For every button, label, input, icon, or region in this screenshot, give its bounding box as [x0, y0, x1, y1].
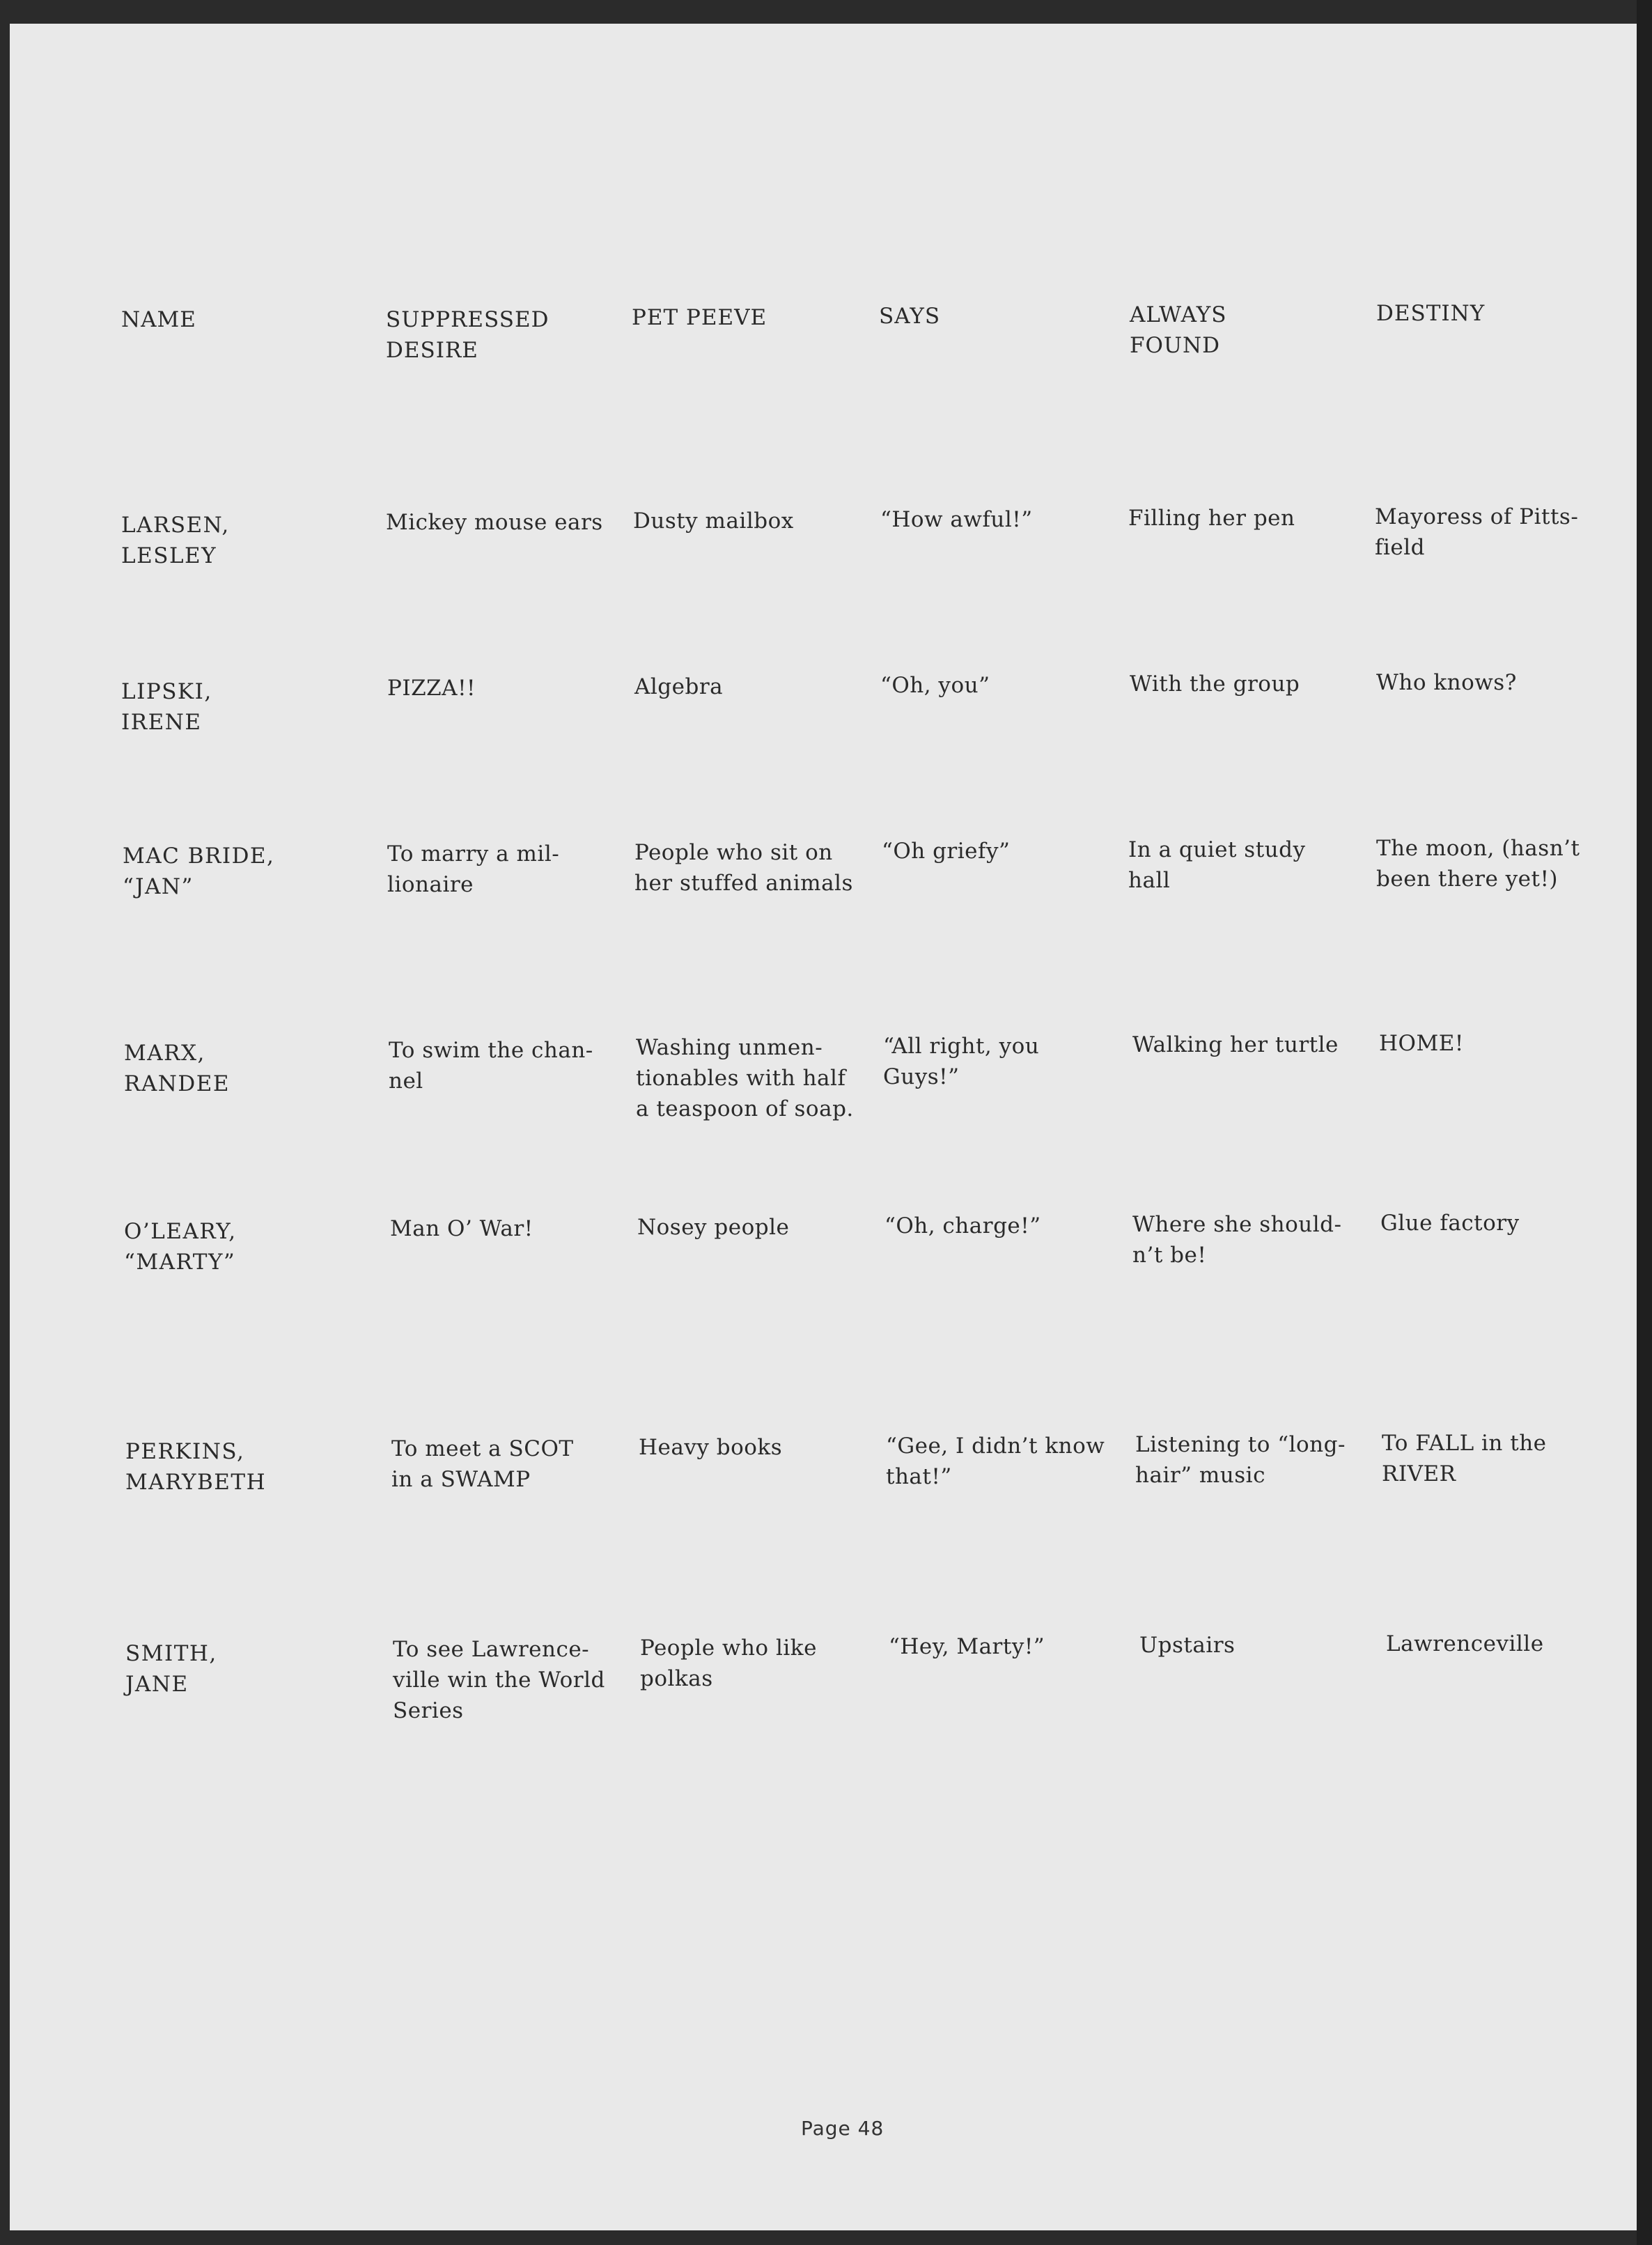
peeve-cell: Nosey people — [637, 1215, 790, 1240]
found-cell: With the group — [1130, 671, 1300, 697]
name-cell: PERKINS, MARYBETH — [125, 1439, 267, 1495]
desire-cell: Man O’ War! — [390, 1216, 533, 1241]
destiny-cell: Who knows? — [1376, 670, 1517, 695]
header-always-found: ALWAYS FOUND — [1130, 302, 1227, 358]
found-cell: Upstairs — [1139, 1633, 1236, 1658]
destiny-cell: The moon, (hasn’t been there yet!) — [1376, 836, 1580, 892]
header-pet-peeve: PET PEEVE — [632, 305, 767, 330]
desire-cell: To meet a SCOT in a SWAMP — [391, 1436, 574, 1492]
found-cell: Filling her pen — [1128, 506, 1295, 531]
superlatives-table — [10, 24, 1638, 2230]
desire-cell: Mickey mouse ears — [386, 510, 603, 535]
header-says: SAYS — [879, 304, 941, 329]
desire-cell: PIZZA!! — [387, 676, 476, 701]
yearbook-page — [10, 24, 1638, 2230]
says-cell: “Oh griefy” — [882, 839, 1011, 864]
name-cell: MAC BRIDE, “JAN” — [123, 844, 275, 899]
destiny-cell: Mayoress of Pitts- field — [1375, 504, 1579, 560]
destiny-cell: To FALL in the RIVER — [1382, 1431, 1547, 1486]
says-cell: “Hey, Marty!” — [889, 1634, 1045, 1659]
page-number: Page 48 — [801, 2117, 885, 2140]
header-destiny: DESTINY — [1376, 301, 1486, 326]
says-cell: “Oh, you” — [880, 673, 990, 698]
header-suppressed-desire: SUPPRESSED DESIRE — [386, 307, 550, 363]
says-cell: “Oh, charge!” — [885, 1213, 1041, 1238]
destiny-cell: Lawrenceville — [1386, 1631, 1544, 1656]
name-cell: O’LEARY, “MARTY” — [124, 1219, 237, 1275]
says-cell: “All right, you Guys!” — [883, 1034, 1040, 1089]
header-name: NAME — [121, 307, 196, 332]
desire-cell: To see Lawrence- ville win the World Series — [393, 1637, 605, 1723]
destiny-cell: Glue factory — [1380, 1211, 1520, 1236]
peeve-cell: Dusty mailbox — [633, 508, 794, 534]
name-cell: MARX, RANDEE — [124, 1041, 230, 1096]
says-cell: “Gee, I didn’t know that!” — [886, 1434, 1105, 1489]
found-cell: Where she should- n’t be! — [1132, 1212, 1342, 1268]
name-cell: SMITH, JANE — [125, 1641, 217, 1697]
found-cell: Walking her turtle — [1132, 1032, 1339, 1057]
peeve-cell: Heavy books — [639, 1435, 783, 1460]
desire-cell: To swim the chan- nel — [389, 1038, 593, 1094]
found-cell: Listening to “long- hair” music — [1135, 1432, 1346, 1488]
peeve-cell: Washing unmen- tionables with half a teaspoon of soap. — [636, 1035, 854, 1121]
says-cell: “How awful!” — [880, 507, 1033, 532]
peeve-cell: People who like polkas — [640, 1636, 817, 1691]
desire-cell: To marry a mil- lionaire — [387, 841, 560, 897]
name-cell: LARSEN, LESLEY — [121, 513, 230, 568]
name-cell: LIPSKI, IRENE — [121, 679, 212, 735]
found-cell: In a quiet study hall — [1128, 837, 1306, 893]
peeve-cell: Algebra — [634, 674, 724, 699]
peeve-cell: People who sit on her stuffed animals — [634, 840, 853, 896]
destiny-cell: HOME! — [1379, 1031, 1464, 1056]
binding-edge — [1637, 0, 1652, 2245]
